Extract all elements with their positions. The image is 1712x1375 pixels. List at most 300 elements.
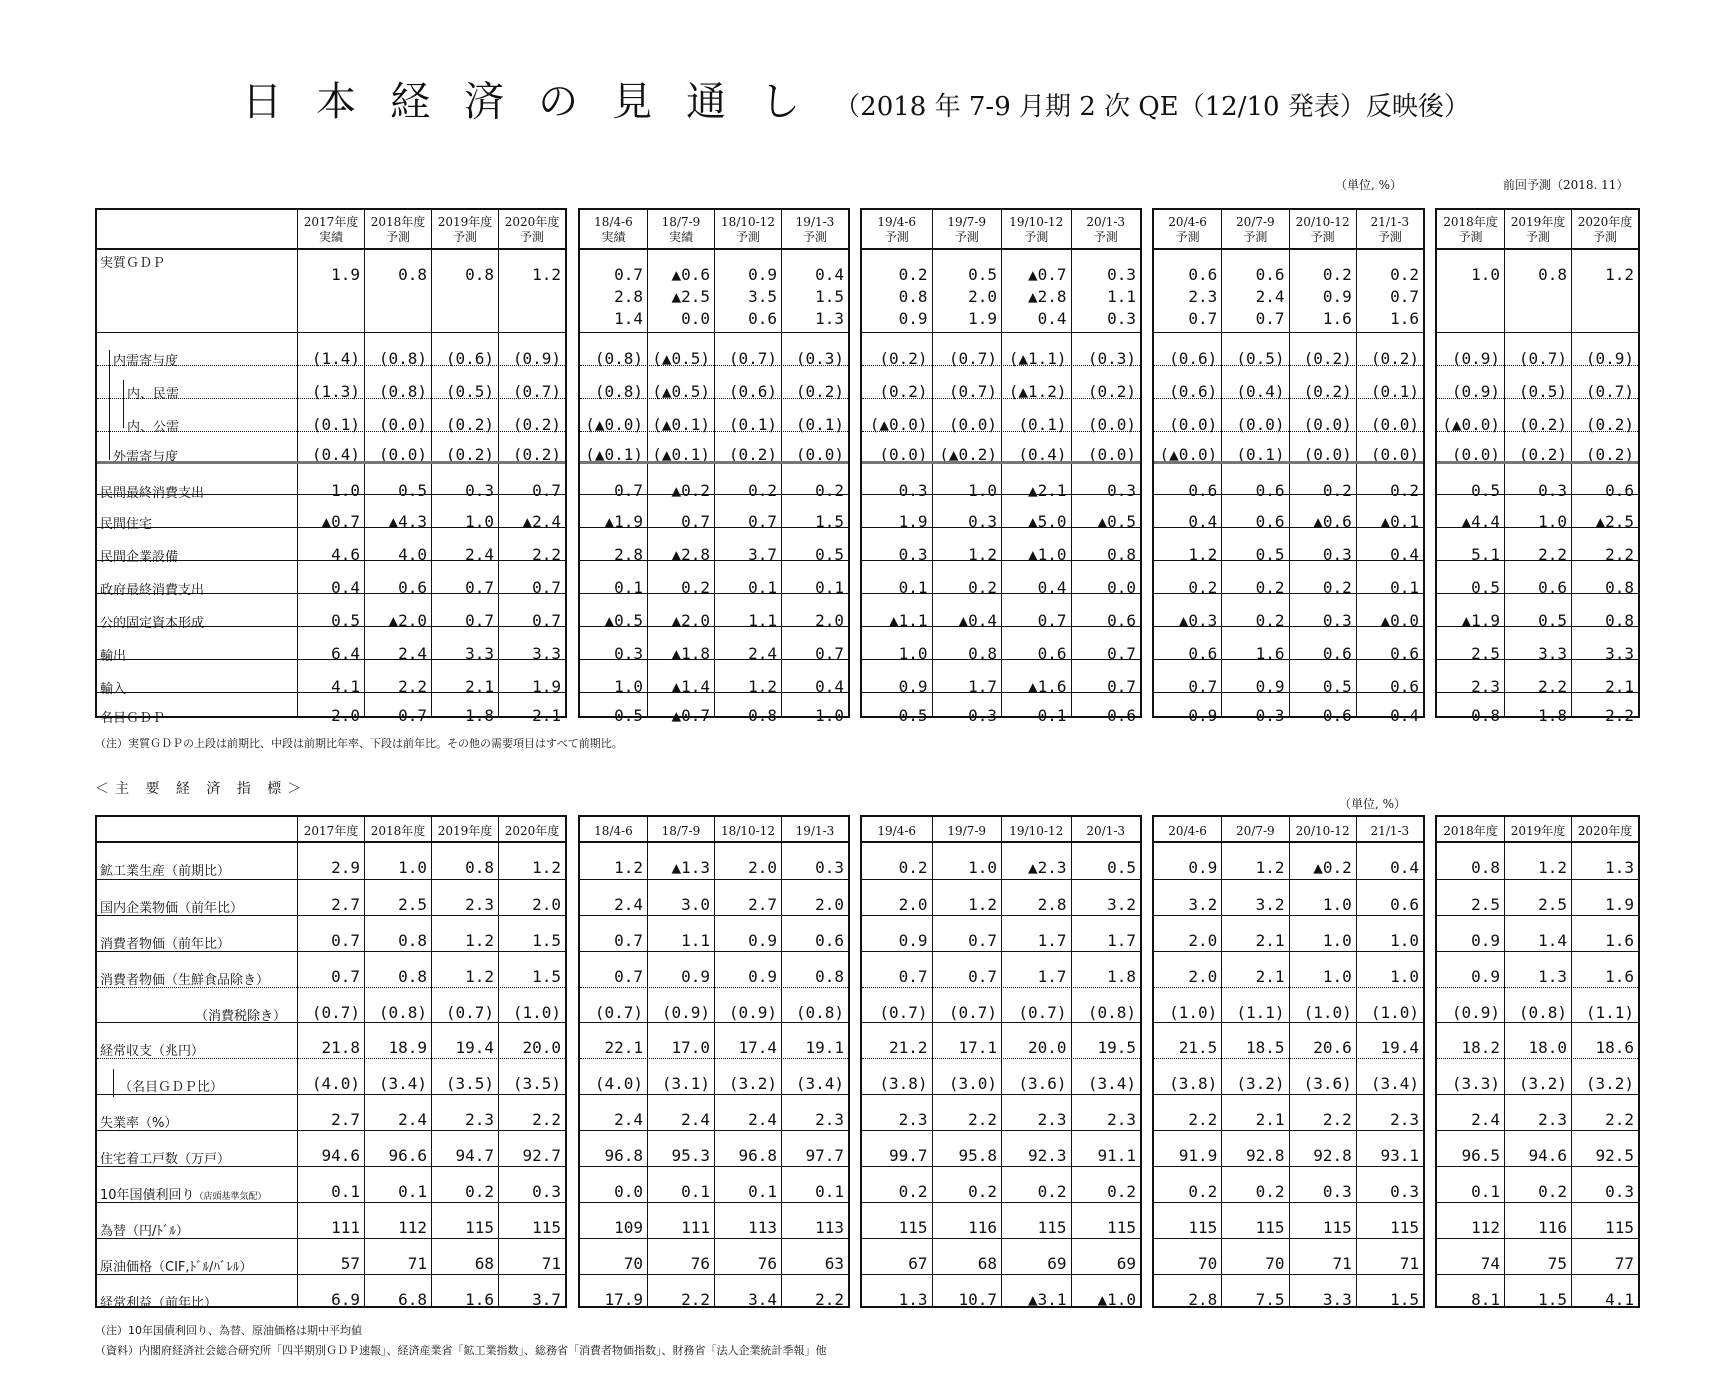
data-cell: 0.3	[1107, 309, 1136, 328]
data-cell: 0.1	[1037, 706, 1067, 725]
data-cell: 113	[815, 1218, 844, 1237]
data-cell: 0.5	[1322, 677, 1352, 696]
data-cell: 8.1	[1471, 1290, 1500, 1309]
data-cell: 0.4	[1390, 858, 1419, 877]
table-header	[97, 210, 565, 250]
data-cell: 0.7	[968, 931, 997, 950]
row-label-note: （店頭基準気配）	[194, 1192, 267, 1202]
table-row	[1154, 879, 1423, 915]
data-cell: 0.1	[398, 1182, 427, 1201]
data-cell: ▲1.0	[1027, 545, 1067, 564]
table-row	[862, 626, 1140, 663]
data-cell: (0.2)	[445, 445, 494, 464]
data-cell: 0.8	[815, 967, 844, 986]
data-cell: 0.2	[1390, 265, 1419, 284]
header-cell	[498, 210, 565, 248]
header-period: 18/4-6	[594, 215, 633, 229]
data-cell: 3.2	[1107, 895, 1136, 914]
data-cell: 0.3	[1390, 1182, 1419, 1201]
data-cell: 0.8	[465, 265, 494, 284]
data-cell: (0.9)	[1451, 349, 1500, 368]
data-cell: (▲0.5)	[652, 382, 710, 401]
table-row	[97, 915, 565, 951]
table-row	[1437, 1166, 1638, 1202]
table-row	[1437, 527, 1638, 564]
data-cell: 0.2	[1322, 578, 1352, 597]
data-cell: 0.2	[968, 1182, 997, 1201]
header-period: 19/7-9	[947, 215, 987, 229]
data-cell: (0.1)	[1370, 382, 1419, 401]
data-cell: (1.0)	[512, 1003, 561, 1022]
table-row	[1437, 915, 1638, 951]
header-status: 予測	[1525, 230, 1550, 244]
header-label-cell	[97, 817, 297, 841]
table-block	[860, 815, 1142, 1308]
indent-bracket	[113, 1069, 114, 1097]
data-cell: 2.4	[681, 1110, 710, 1129]
data-cell: (0.8)	[378, 1003, 427, 1022]
data-cell: 0.2	[465, 1182, 494, 1201]
row-label: 国内企業物価（前年比）	[100, 901, 244, 916]
data-cell: 71	[1399, 1254, 1419, 1273]
data-cell: (0.2)	[728, 445, 777, 464]
data-cell: (1.4)	[311, 349, 360, 368]
data-cell: 0.1	[748, 578, 777, 597]
data-cell: 2.4	[748, 1110, 777, 1129]
data-cell: 1.0	[1471, 265, 1500, 284]
top-unit: （単位, %）	[1335, 178, 1403, 192]
data-cell: 0.7	[614, 967, 643, 986]
header-cell	[1289, 817, 1356, 841]
data-cell: 1.4	[614, 309, 643, 328]
data-cell: 1.3	[1538, 967, 1567, 986]
header-cell	[1071, 817, 1141, 841]
data-cell: 19.4	[455, 1038, 494, 1057]
header-period: 20/4-6	[1168, 824, 1207, 838]
data-cell: (▲0.5)	[652, 349, 710, 368]
data-cell: 1.9	[968, 309, 997, 328]
table-row	[580, 626, 848, 663]
table-row	[1154, 692, 1423, 725]
data-cell: ▲2.5	[671, 287, 710, 306]
data-cell: 0.5	[1107, 858, 1136, 877]
data-cell: 1.1	[1107, 287, 1136, 306]
data-cell: 1.5	[532, 931, 561, 950]
data-cell: 2.2	[968, 1110, 997, 1129]
table-row	[862, 1202, 1140, 1238]
table-row	[97, 1166, 565, 1202]
data-cell: ▲1.3	[671, 858, 710, 877]
data-cell: ▲2.4	[522, 512, 561, 531]
table-row	[1437, 843, 1638, 879]
data-cell: 2.3	[465, 1110, 494, 1129]
data-cell: 0.4	[1390, 706, 1419, 725]
header-period: 2019年度	[1510, 215, 1566, 229]
header-status: 予測	[1377, 230, 1402, 244]
table-row	[1154, 1058, 1423, 1094]
data-cell: 0.2	[898, 1182, 928, 1201]
data-cell: 2.2	[681, 1290, 710, 1309]
header-cell	[1504, 210, 1571, 248]
data-cell: 1.2	[532, 265, 561, 284]
data-cell: 0.8	[398, 967, 427, 986]
table-row	[97, 626, 565, 664]
data-cell: 1.2	[1188, 545, 1218, 564]
data-cell: 2.3	[815, 1110, 844, 1129]
data-cell: (0.2)	[1518, 445, 1567, 464]
table-row	[580, 987, 848, 1022]
data-cell: 1.3	[815, 309, 844, 328]
data-cell: (0.9)	[661, 1003, 710, 1022]
table-row	[580, 1058, 848, 1094]
data-cell: (3.5)	[512, 1074, 561, 1093]
data-cell: 91.9	[1178, 1146, 1218, 1165]
data-cell: (0.6)	[445, 349, 494, 368]
row-label: 民間最終消費支出	[100, 486, 205, 501]
data-cell: 2.3	[1471, 677, 1500, 696]
table-row	[1154, 560, 1423, 597]
table-row	[580, 1238, 848, 1274]
row-label: 民間住宅	[100, 517, 153, 532]
row-label: （名目ＧＤＰ比）	[119, 1080, 224, 1095]
table-header	[97, 817, 565, 843]
header-period: 2017年度	[303, 215, 359, 229]
data-cell: 0.9	[1188, 706, 1218, 725]
data-cell: 115	[1037, 1218, 1067, 1237]
data-cell: (0.2)	[512, 445, 561, 464]
table-row	[862, 1166, 1140, 1202]
table-row	[97, 250, 565, 332]
data-cell: 2.2	[398, 677, 427, 696]
data-cell: 115	[532, 1218, 561, 1237]
header-period: 2018年度	[1443, 215, 1498, 229]
data-cell: 0.1	[1471, 1182, 1500, 1201]
data-cell: 76	[690, 1254, 710, 1273]
data-cell: 22.1	[604, 1038, 643, 1057]
data-cell: 4.1	[331, 677, 360, 696]
table-row	[1437, 659, 1638, 696]
header-cell	[862, 817, 932, 841]
row-label: 10年国債利回り（店頭基準気配）	[100, 1188, 267, 1203]
data-cell: 70	[623, 1254, 643, 1273]
data-cell: 2.2	[1605, 706, 1634, 725]
data-cell: (0.0)	[1370, 445, 1419, 464]
data-cell: ▲2.0	[388, 611, 427, 630]
data-cell: (0.4)	[1018, 445, 1067, 464]
row-label: 輸入	[100, 682, 127, 697]
data-cell: 0.5	[331, 611, 360, 630]
data-cell: 0.8	[748, 706, 777, 725]
data-cell: 0.7	[532, 611, 561, 630]
header-cell	[714, 210, 781, 248]
row-label: 原油価格（CIF,ﾄﾞﾙ/ﾊﾞﾚﾙ）	[100, 1260, 253, 1275]
data-cell: (0.7)	[879, 1003, 928, 1022]
data-cell: 2.5	[1471, 895, 1500, 914]
data-cell: 92.8	[1245, 1146, 1285, 1165]
data-cell: 0.6	[1390, 644, 1419, 663]
data-cell: 20.6	[1313, 1038, 1352, 1057]
data-cell: (0.2)	[795, 382, 844, 401]
data-cell: 115	[1255, 1218, 1285, 1237]
data-cell: 0.2	[1188, 1182, 1218, 1201]
table-row	[580, 593, 848, 630]
table-row	[1154, 250, 1423, 332]
table-header	[1437, 817, 1638, 843]
header-period: 2018年度	[1443, 824, 1498, 838]
header-cell	[580, 817, 647, 841]
data-cell: 0.7	[614, 481, 643, 500]
data-cell: 109	[614, 1218, 643, 1237]
table-row	[862, 951, 1140, 987]
table-block	[1435, 815, 1640, 1308]
table-row	[97, 987, 565, 1022]
header-cell	[1437, 817, 1504, 841]
data-cell: 96.5	[1461, 1146, 1500, 1165]
data-cell: 0.3	[968, 512, 997, 531]
data-cell: (0.0)	[879, 445, 928, 464]
data-cell: 0.7	[331, 931, 360, 950]
data-cell: 0.7	[1188, 309, 1218, 328]
data-cell: 0.2	[1188, 578, 1218, 597]
table-row	[1154, 915, 1423, 951]
data-cell: 0.3	[1322, 545, 1352, 564]
data-cell: 0.4	[815, 265, 844, 284]
data-cell: ▲1.4	[671, 677, 710, 696]
data-cell: ▲2.5	[1595, 512, 1634, 531]
row-label: 内需寄与度	[113, 354, 179, 369]
data-cell: (0.7)	[1585, 382, 1634, 401]
data-cell: 1.0	[968, 481, 997, 500]
header-cell	[647, 210, 714, 248]
data-cell: 1.0	[968, 858, 997, 877]
data-cell: (3.2)	[1518, 1074, 1567, 1093]
header-status: 予測	[385, 230, 410, 244]
table-row	[1437, 1022, 1638, 1058]
header-cell	[862, 210, 932, 248]
header-period: 20/10-12	[1295, 824, 1350, 838]
data-cell: 0.6	[1605, 481, 1634, 500]
header-cell	[1001, 210, 1071, 248]
data-cell: 1.8	[1107, 967, 1136, 986]
data-cell: (3.1)	[661, 1074, 710, 1093]
header-cell	[1001, 817, 1071, 841]
table-row	[862, 1022, 1140, 1058]
data-cell: 95.8	[958, 1146, 997, 1165]
data-cell: 0.2	[1255, 611, 1285, 630]
data-cell: (0.8)	[1087, 1003, 1136, 1022]
header-period: 2020年度	[504, 824, 560, 838]
data-cell: 1.9	[898, 512, 928, 531]
header-cell	[932, 210, 1002, 248]
header-cell	[297, 210, 364, 248]
data-cell: 0.8	[1471, 706, 1500, 725]
table-row	[97, 692, 565, 726]
table-block	[578, 815, 850, 1308]
data-cell: 116	[1538, 1218, 1567, 1237]
table-row	[580, 332, 848, 368]
data-cell: 0.6	[1255, 481, 1285, 500]
data-cell: 0.1	[815, 578, 844, 597]
data-cell: 0.7	[681, 512, 710, 531]
data-cell: 96.8	[604, 1146, 643, 1165]
header-period: 21/1-3	[1370, 215, 1410, 229]
data-cell: (0.0)	[1303, 445, 1352, 464]
table-row	[1154, 843, 1423, 879]
data-cell: 0.9	[748, 931, 777, 950]
table-row	[580, 431, 848, 464]
data-cell: 1.6	[1605, 967, 1634, 986]
row-label: 内、公需	[127, 420, 180, 435]
data-cell: 0.8	[1605, 578, 1634, 597]
data-cell: (0.7)	[445, 1003, 494, 1022]
table-row	[1154, 1166, 1423, 1202]
table-row	[1154, 659, 1423, 696]
table-row	[97, 365, 565, 402]
table-row	[97, 494, 565, 532]
table-row	[1154, 431, 1423, 464]
data-cell: 1.0	[398, 858, 427, 877]
data-cell: 3.3	[1322, 1290, 1352, 1309]
data-cell: (0.5)	[1518, 382, 1567, 401]
table-row	[580, 560, 848, 597]
table-row	[862, 593, 1140, 630]
header-cell	[297, 817, 364, 841]
data-cell: (1.0)	[1370, 1003, 1419, 1022]
header-cell	[1504, 817, 1571, 841]
data-cell: 113	[748, 1218, 777, 1237]
data-cell: 3.7	[532, 1290, 561, 1309]
row-label: 消費者物価（前年比）	[100, 937, 231, 952]
data-cell: (3.4)	[1087, 1074, 1136, 1093]
data-cell: 0.3	[465, 481, 494, 500]
data-cell: 68	[977, 1254, 997, 1273]
data-cell: 91.1	[1097, 1146, 1136, 1165]
table-block	[95, 208, 567, 726]
data-cell: 0.6	[1037, 644, 1067, 663]
data-cell: 0.8	[1605, 611, 1634, 630]
data-cell: 3.2	[1188, 895, 1218, 914]
data-cell: 1.2	[1538, 858, 1567, 877]
table-row	[862, 1238, 1140, 1274]
data-cell: 0.6	[1322, 644, 1352, 663]
data-cell: 2.0	[1188, 967, 1218, 986]
data-cell: 0.6	[1255, 265, 1285, 284]
data-cell: (3.4)	[378, 1074, 427, 1093]
data-cell: 112	[1471, 1218, 1500, 1237]
table-block	[1435, 208, 1640, 725]
header-cell	[431, 817, 498, 841]
data-cell: 1.1	[748, 611, 777, 630]
data-cell: 68	[474, 1254, 494, 1273]
data-cell: 1.6	[465, 1290, 494, 1309]
data-cell: 0.3	[532, 1182, 561, 1201]
data-cell: 1.2	[1255, 858, 1285, 877]
data-cell: 1.2	[465, 931, 494, 950]
data-cell: 0.4	[1037, 578, 1067, 597]
data-cell: (0.7)	[594, 1003, 643, 1022]
table-row	[1154, 1202, 1423, 1238]
table-row	[862, 461, 1140, 500]
data-cell: 6.9	[331, 1290, 360, 1309]
data-cell: 74	[1480, 1254, 1500, 1273]
header-period: 19/1-3	[795, 824, 835, 838]
data-cell: 0.1	[815, 1182, 844, 1201]
data-cell: 2.4	[398, 644, 427, 663]
header-period: 2018年度	[370, 215, 426, 229]
title-sub: （2018 年 7-9 月期 2 次 QE（12/10 発表）反映後）	[834, 92, 1470, 122]
table-row	[1154, 987, 1423, 1022]
data-cell: 1.0	[1322, 895, 1352, 914]
data-cell: (0.2)	[512, 415, 561, 434]
prev-forecast-label: 前回予測（2018. 11）	[1503, 178, 1629, 192]
data-cell: 63	[824, 1254, 844, 1273]
data-cell: (1.3)	[311, 382, 360, 401]
table-row	[862, 527, 1140, 564]
data-cell: ▲0.6	[1313, 512, 1352, 531]
data-cell: 0.2	[1255, 1182, 1285, 1201]
data-cell: (0.1)	[1018, 415, 1067, 434]
data-cell: (3.3)	[1451, 1074, 1500, 1093]
header-period: 20/4-6	[1168, 215, 1207, 229]
data-cell: 2.3	[465, 895, 494, 914]
data-cell: 2.0	[532, 895, 561, 914]
row-label: 公的固定資本形成	[100, 616, 205, 631]
data-cell: 115	[1188, 1218, 1218, 1237]
data-cell: 70	[1197, 1254, 1218, 1273]
data-cell: 0.6	[1188, 481, 1218, 500]
data-cell: (0.8)	[378, 349, 427, 368]
data-cell: 2.2	[532, 545, 561, 564]
data-cell: 17.9	[604, 1290, 643, 1309]
header-period: 19/4-6	[877, 824, 917, 838]
data-cell: 2.5	[1538, 895, 1567, 914]
data-cell: 0.3	[1107, 265, 1136, 284]
data-cell: ▲2.8	[671, 545, 710, 564]
table-row	[862, 1130, 1140, 1166]
data-cell: (1.0)	[1169, 1003, 1218, 1022]
data-cell: 1.0	[1322, 931, 1352, 950]
data-cell: 99.7	[888, 1146, 928, 1165]
row-label: 政府最終消費支出	[100, 583, 205, 598]
table-row	[580, 1022, 848, 1058]
table-row	[580, 365, 848, 401]
data-cell: 94.7	[455, 1146, 494, 1165]
data-cell: 1.0	[1538, 512, 1567, 531]
data-cell: 95.3	[671, 1146, 710, 1165]
data-cell: (0.0)	[1370, 415, 1419, 434]
row-label: 民間企業設備	[100, 550, 179, 565]
data-cell: 71	[407, 1254, 427, 1273]
data-cell: 0.6	[815, 931, 844, 950]
data-cell: (▲1.2)	[1008, 382, 1067, 401]
data-cell: 2.4	[614, 1110, 643, 1129]
header-cell	[580, 210, 647, 248]
table-row	[97, 1274, 565, 1311]
header-cell	[1356, 210, 1423, 248]
table-row	[862, 250, 1140, 332]
table-row	[97, 951, 565, 987]
data-cell: 0.8	[1107, 545, 1136, 564]
data-cell: ▲0.6	[671, 265, 710, 284]
table-row	[862, 692, 1140, 725]
data-cell: 2.0	[815, 611, 844, 630]
data-cell: (3.4)	[1370, 1074, 1419, 1093]
data-cell: 115	[1390, 1218, 1419, 1237]
data-cell: 3.3	[465, 644, 494, 663]
data-cell: ▲2.1	[1027, 481, 1067, 500]
table-row	[580, 692, 848, 725]
data-cell: 18.9	[388, 1038, 427, 1057]
